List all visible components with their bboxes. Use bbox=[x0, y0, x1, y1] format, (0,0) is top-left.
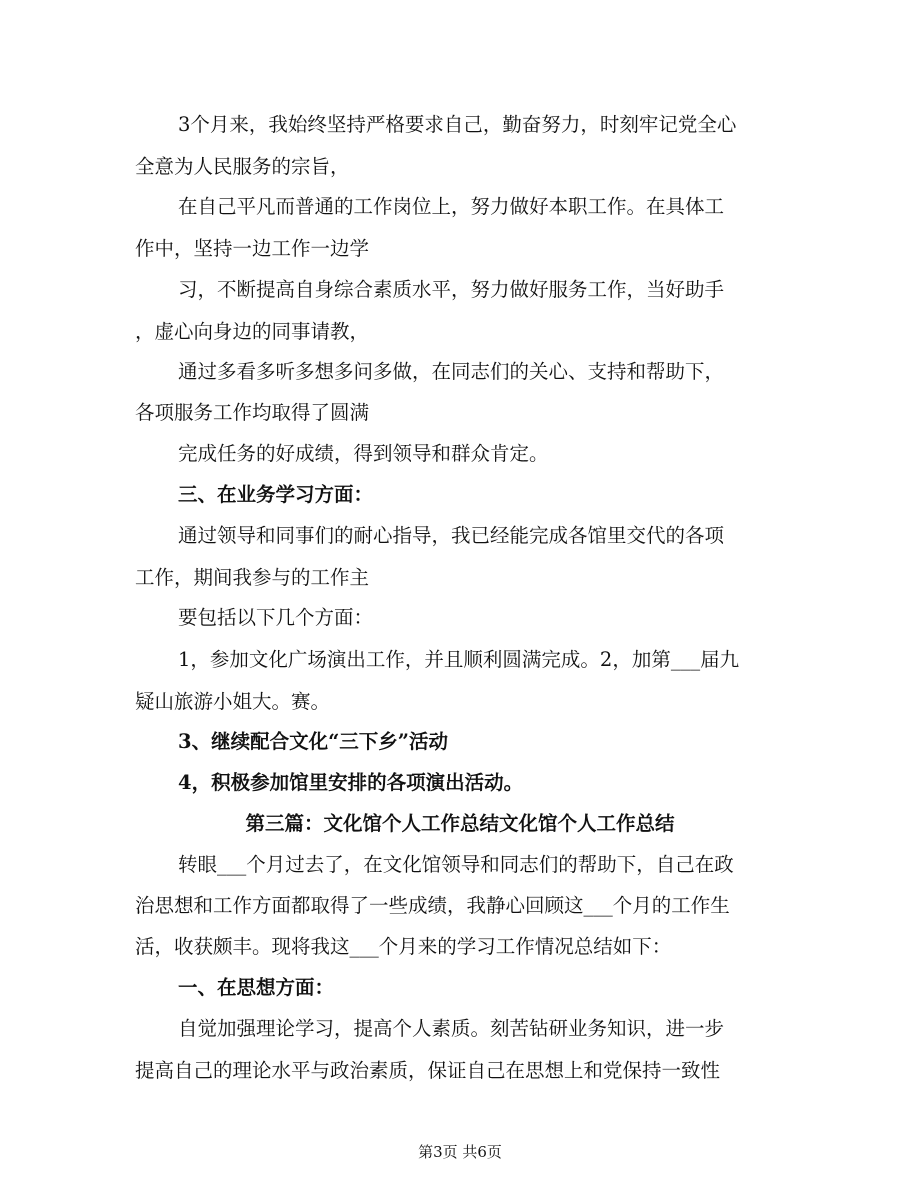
document-title: 第三篇：文化馆个人工作总结文化馆个人工作总结 bbox=[245, 812, 675, 835]
paragraph-line: 1，参加文化广场演出工作，并且顺利圆满完成。2，加第___届九 bbox=[178, 648, 740, 671]
paragraph-line: 通过多看多听多想多问多做，在同志们的关心、支持和帮助下， bbox=[178, 360, 725, 383]
list-item-heading: 3、继续配合文化“三下乡”活动 bbox=[178, 730, 449, 753]
section-heading: 三、在业务学习方面： bbox=[178, 483, 374, 506]
page-number-footer: 第3页 共6页 bbox=[418, 1143, 502, 1161]
list-item-heading: 4，积极参加馆里安排的各项演出活动。 bbox=[178, 771, 524, 794]
paragraph-line: 习，不断提高自身综合素质水平，努力做好服务工作，当好助手 bbox=[178, 278, 725, 301]
paragraph-line: 转眼___个月过去了，在文化馆领导和同志们的帮助下，自己在政 bbox=[178, 853, 734, 876]
paragraph-line: 自觉加强理论学习，提高个人素质。刻苦钻研业务知识，进一步 bbox=[178, 1017, 725, 1040]
paragraph-line: 3个月来，我始终坚持严格要求自己，勤奋努力，时刻牢记党全心 bbox=[178, 113, 737, 136]
paragraph-line: 工作，期间我参与的工作主 bbox=[135, 566, 370, 589]
paragraph-line: 活，收获颇丰。现将我这___个月来的学习工作情况总结如下： bbox=[135, 935, 672, 958]
paragraph-line: 要包括以下几个方面： bbox=[178, 606, 374, 629]
paragraph-line: 各项服务工作均取得了圆满 bbox=[135, 401, 370, 424]
paragraph-line: 作中，坚持一边工作一边学 bbox=[135, 237, 370, 260]
section-heading: 一、在思想方面： bbox=[178, 976, 335, 999]
paragraph-line: 完成任务的好成绩，得到领导和群众肯定。 bbox=[178, 442, 549, 465]
paragraph-line: 通过领导和同事们的耐心指导，我已经能完成各馆里交代的各项 bbox=[178, 524, 725, 547]
paragraph-line: 在自己平凡而普通的工作岗位上，努力做好本职工作。在具体工 bbox=[178, 195, 725, 218]
paragraph-line: 提高自己的理论水平与政治素质，保证自己在思想上和党保持一致性 bbox=[135, 1059, 721, 1082]
paragraph-line: 治思想和工作方面都取得了一些成绩，我静心回顾这___个月的工作生 bbox=[135, 894, 730, 917]
paragraph-line: 疑山旅游小姐大。赛。 bbox=[135, 690, 331, 713]
paragraph-line: ，虚心向身边的同事请教， bbox=[135, 320, 370, 343]
paragraph-line: 全意为人民服务的宗旨， bbox=[135, 155, 350, 178]
